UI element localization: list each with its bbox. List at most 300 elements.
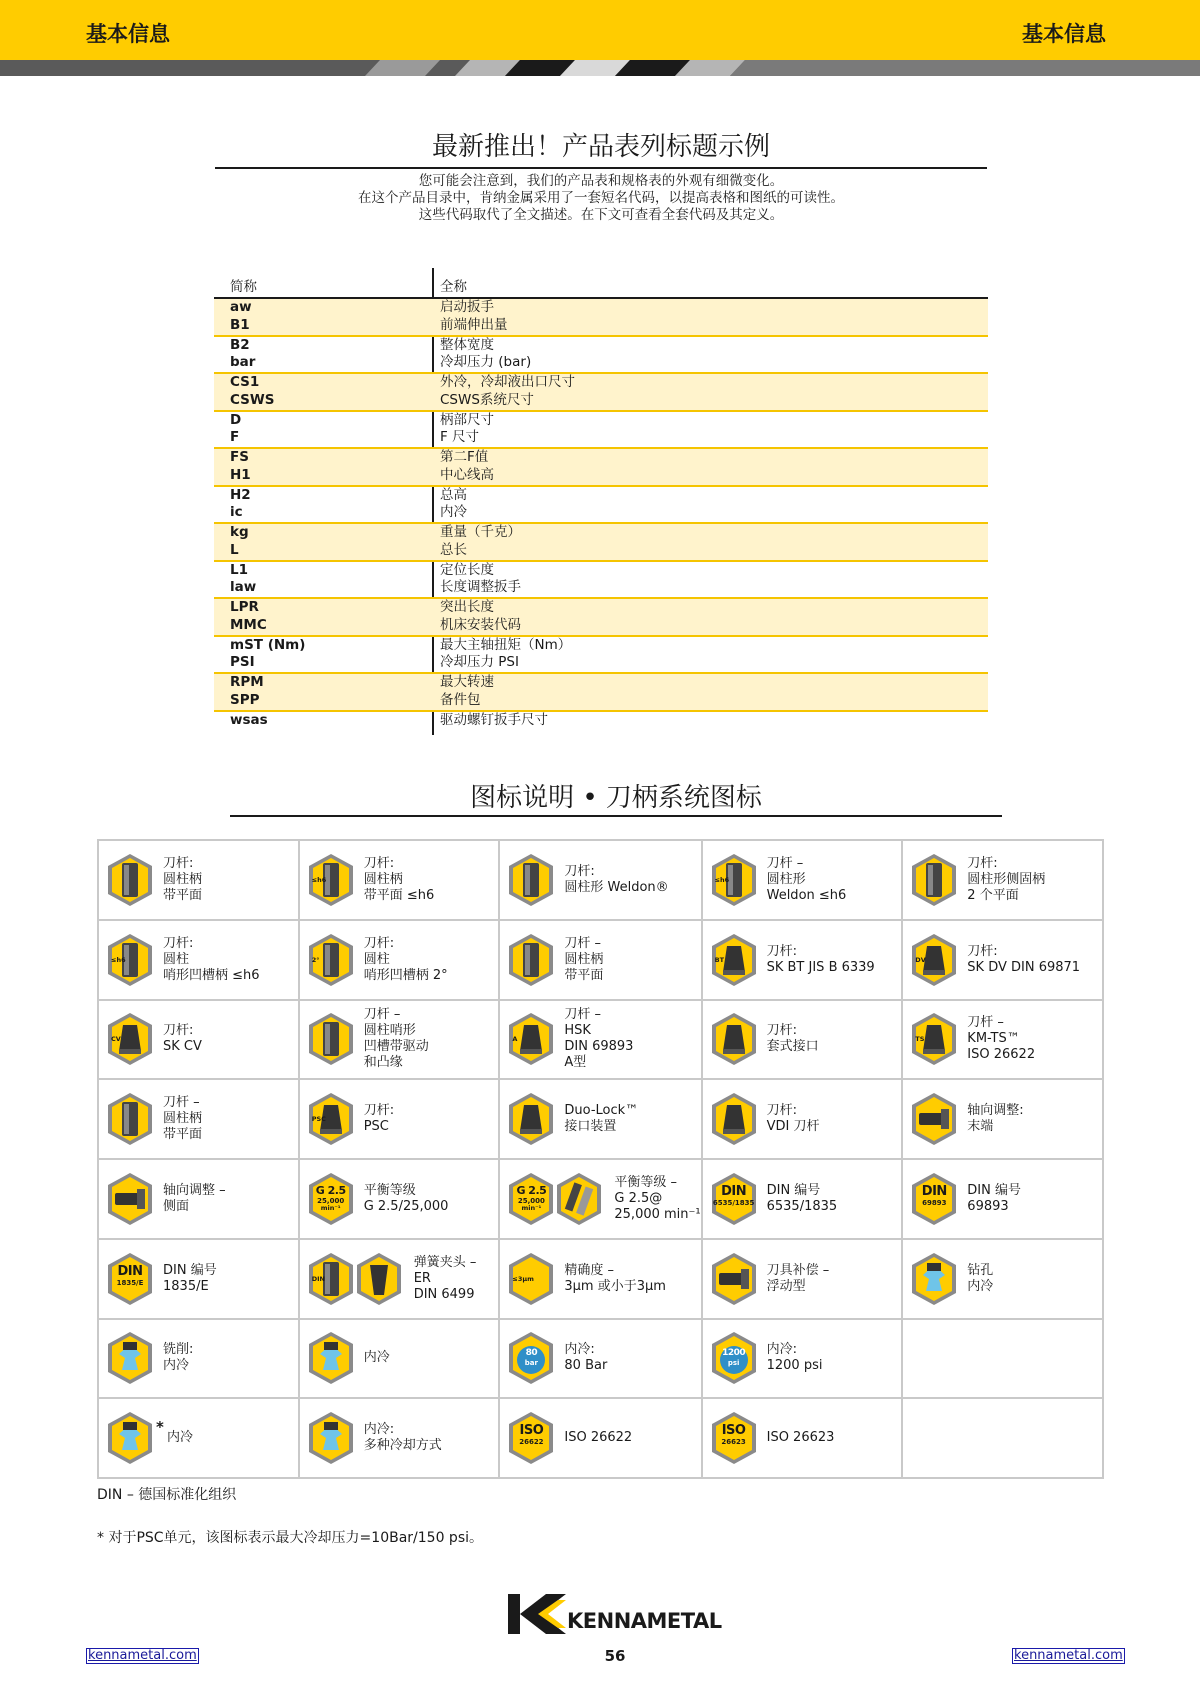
abbr-cell: D xyxy=(230,411,242,428)
table-row xyxy=(214,562,988,580)
badge-main: ISO xyxy=(519,1423,544,1439)
icon-label-line: 刀杆: xyxy=(766,1023,797,1039)
badge-main: 80 xyxy=(525,1348,538,1359)
icon-label-line: 内冷: xyxy=(766,1342,797,1358)
badge-sub: 26622 xyxy=(519,1438,544,1447)
icon-legend-item xyxy=(500,1160,702,1240)
icon-tag: CV xyxy=(111,1035,121,1044)
badge-unit: min⁻¹ xyxy=(521,1203,542,1212)
icon-label-line: 刀杆 – xyxy=(564,1007,602,1023)
icon-label xyxy=(564,864,668,896)
table-row xyxy=(214,524,988,542)
icon-label xyxy=(767,856,847,904)
intro-line: 您可能会注意到，我们的产品表和规格表的外观有细微变化。 xyxy=(418,173,784,189)
icon-label-line: 刀杆: xyxy=(363,1103,395,1119)
header-full: 全称 xyxy=(440,279,467,295)
drill-coolant-icon xyxy=(909,1251,959,1307)
icon-label-line: 凹槽带驱动 xyxy=(363,1039,429,1055)
icon-label-line: 和凸缘 xyxy=(363,1055,403,1071)
table-row-group xyxy=(214,449,988,487)
table-body xyxy=(214,299,988,749)
table-row xyxy=(214,674,988,692)
footer-link-right[interactable]: kennametal.com xyxy=(1014,1648,1123,1663)
full-name-cell: 备件包 xyxy=(440,691,481,708)
icon-badge xyxy=(306,1185,356,1212)
icon-legend-item xyxy=(903,1160,1104,1240)
icon-legend-item xyxy=(903,1001,1104,1081)
header-bar xyxy=(0,0,1200,60)
icon-legend-item xyxy=(500,1080,702,1160)
icon-legend-item xyxy=(903,841,1104,921)
full-name-cell: 外冷，冷却液出口尺寸 xyxy=(440,374,575,390)
icon-label-line: 刀杆: xyxy=(363,935,395,951)
icon-label xyxy=(163,1095,202,1143)
collet-er-icon xyxy=(306,1251,406,1307)
icon-label xyxy=(167,1430,193,1446)
intro-text xyxy=(215,173,987,224)
table-row xyxy=(214,299,988,317)
icon-label-line: A型 xyxy=(564,1055,587,1071)
icon-legend-item xyxy=(99,1399,300,1479)
icon-badge xyxy=(506,1424,556,1446)
table-row xyxy=(214,412,988,430)
abbr-cell: L1 xyxy=(230,561,248,578)
icon-label xyxy=(767,1103,820,1135)
badge-sub: 6535/1835 xyxy=(712,1198,755,1207)
icon-label xyxy=(364,1422,442,1454)
header-abbr: 简称 xyxy=(230,279,257,295)
icon-label-line: DIN 编号 xyxy=(163,1262,217,1278)
mill-coolant-icon xyxy=(105,1330,155,1386)
icon-label-line: 弹簧夹头 – xyxy=(413,1254,477,1270)
logo-wordmark: KENNAMETAL xyxy=(567,1609,722,1633)
full-name-cell: 最大转速 xyxy=(440,674,494,690)
icon-label-line: 内冷 xyxy=(363,1350,390,1366)
icon-label-line: 圆柱形 xyxy=(766,871,806,887)
abbr-cell: B2 xyxy=(230,336,250,353)
icon-legend-item xyxy=(300,921,501,1001)
icon-legend-item xyxy=(99,1160,300,1240)
table-row xyxy=(214,354,988,372)
footnote-asterisk: * xyxy=(156,1418,164,1437)
abbr-cell: ic xyxy=(230,504,243,521)
table-row-group xyxy=(214,487,988,525)
din-1835e-icon xyxy=(105,1251,155,1307)
icon-label xyxy=(364,1350,390,1366)
empty-cell xyxy=(903,1399,1104,1479)
abbr-cell: bar xyxy=(230,354,256,371)
icon-label-line: 25,000 min⁻¹ xyxy=(614,1206,701,1222)
table-row xyxy=(214,504,988,522)
table-row xyxy=(214,692,988,710)
icon-label xyxy=(767,1263,830,1295)
icon-legend-item xyxy=(99,841,300,921)
icon-tag: ≤h6 xyxy=(311,875,327,884)
icon-label-line: 刀杆: xyxy=(163,1023,194,1039)
icon-label-line: 内冷 xyxy=(167,1430,194,1446)
side-lock-shank-icon xyxy=(909,852,959,908)
icon-label-line: 刀具补偿 – xyxy=(766,1262,830,1278)
icon-label-line: ISO 26622 xyxy=(564,1430,633,1446)
icon-label-line: 带平面 xyxy=(163,1127,203,1143)
icon-tag: TS xyxy=(915,1035,925,1044)
icon-legend-item xyxy=(99,1001,300,1081)
icon-label-line: 刀杆 – xyxy=(766,855,804,871)
abbr-cell: CS1 xyxy=(230,374,260,390)
icon-badge xyxy=(709,1349,759,1367)
icon-legend-item xyxy=(300,1160,501,1240)
icon-badge xyxy=(105,1265,155,1287)
sk-bt-icon xyxy=(709,932,759,988)
icon-label xyxy=(767,1023,819,1055)
icon-label-line: 侧面 xyxy=(163,1198,190,1214)
vdi-icon xyxy=(709,1091,759,1147)
icon-label xyxy=(364,936,448,984)
icon-label xyxy=(564,1263,666,1295)
abbr-cell: H2 xyxy=(230,486,251,503)
full-name-cell: 重量（千克） xyxy=(440,524,521,540)
abbr-cell: F xyxy=(230,429,240,446)
icon-legend-item xyxy=(300,1240,501,1320)
icon-label xyxy=(163,856,202,904)
icon-label xyxy=(767,1342,823,1374)
icon-label-line: 刀杆: xyxy=(564,863,595,879)
icon-label-line: DIN 编号 xyxy=(766,1182,821,1198)
icon-label-line: 圆柱形侧固柄 xyxy=(967,871,1046,887)
icon-label-line: 内冷: xyxy=(564,1342,595,1358)
icon-label-line: HSK xyxy=(564,1023,591,1039)
icon-label xyxy=(414,1255,477,1303)
icon-label-line: PSC xyxy=(363,1119,389,1135)
icon-label-line: 80 Bar xyxy=(564,1358,608,1374)
abbr-cell: wsas xyxy=(230,711,268,728)
psc-footnote: * 对于PSC单元，该图标表示最大冷却压力=10Bar/150 psi。 xyxy=(97,1530,483,1546)
icon-label-line: SK DV DIN 69871 xyxy=(967,959,1081,975)
icon-label xyxy=(767,1183,838,1215)
icon-tag: ≤h6 xyxy=(111,955,126,964)
table-row xyxy=(214,654,988,672)
icon-label-line: 内冷 xyxy=(163,1358,190,1374)
duo-lock-icon xyxy=(506,1091,556,1147)
table-row xyxy=(214,542,988,560)
icon-label-line: 刀杆: xyxy=(363,855,395,871)
psc-icon xyxy=(306,1091,356,1147)
icon-label-line: 哨形凹槽柄 2° xyxy=(363,967,448,983)
icon-label xyxy=(163,1183,226,1215)
abbr-cell: RPM xyxy=(230,674,264,690)
icon-label-line: 带平面 xyxy=(163,887,203,903)
badge-main: DIN xyxy=(721,1183,747,1199)
icon-tag: ≤3μm xyxy=(512,1274,534,1283)
din-69893-icon xyxy=(909,1171,959,1227)
icon-label-line: 圆柱哨形 xyxy=(363,1023,416,1039)
icon-label xyxy=(564,936,603,984)
badge-main: DIN xyxy=(921,1183,947,1199)
abbr-cell: PSI xyxy=(230,654,255,671)
abbr-cell: FS xyxy=(230,449,249,465)
full-name-cell: CSWS系统尺寸 xyxy=(440,391,534,408)
table-row xyxy=(214,637,988,655)
weldon-shank-icon xyxy=(506,852,556,908)
icon-legend-item xyxy=(703,1240,904,1320)
din-6535-icon xyxy=(709,1171,759,1227)
icon-tag: PSC xyxy=(311,1115,326,1124)
badge-main: G 2.5 xyxy=(315,1183,346,1197)
table-row-group xyxy=(214,562,988,600)
full-name-cell: 长度调整扳手 xyxy=(440,579,521,596)
icon-label-line: 刀杆 – xyxy=(564,935,602,951)
table-row xyxy=(214,374,988,392)
icon-label-line: DIN 编号 xyxy=(967,1182,1021,1198)
table-row-group xyxy=(214,337,988,375)
table-row xyxy=(214,579,988,597)
badge-main: G 2.5 xyxy=(516,1183,547,1197)
shell-mount-icon xyxy=(709,1011,759,1067)
icon-label xyxy=(564,1430,632,1446)
icon-legend-item xyxy=(703,921,904,1001)
weldon-h6-icon xyxy=(709,852,759,908)
abbr-cell: H1 xyxy=(230,466,251,483)
icon-label xyxy=(163,1263,217,1295)
icon-legend-item xyxy=(703,1160,904,1240)
badge-main: DIN xyxy=(117,1263,143,1279)
full-name-cell: 中心线高 xyxy=(440,466,494,483)
icon-label-line: 钻孔 xyxy=(967,1262,994,1278)
table-row-group xyxy=(214,299,988,337)
icon-label-line: 平衡等级 – xyxy=(614,1174,678,1190)
badge-sub: 25,000 xyxy=(317,1196,345,1205)
title-rule xyxy=(215,167,987,169)
icon-legend-item xyxy=(300,1001,501,1081)
full-name-cell: 冷却压力 PSI xyxy=(440,654,519,671)
icon-label-line: DIN 69893 xyxy=(564,1039,634,1055)
icon-legend-item xyxy=(500,1399,702,1479)
icon-tag: 2° xyxy=(311,955,320,964)
table-row xyxy=(214,617,988,635)
full-name-cell: 第二F值 xyxy=(440,449,489,465)
icon-legend-grid xyxy=(97,839,1104,1479)
intro-line: 在这个产品目录中，肯纳金属采用了一套短名代码，以提高表格和图纸的可读性。 xyxy=(358,190,844,206)
icon-legend-item xyxy=(903,1240,1104,1320)
icon-tag: DV xyxy=(915,955,926,964)
din-note: DIN – 德国标准化组织 xyxy=(97,1487,237,1503)
header-title-right: 基本信息 xyxy=(1022,22,1106,46)
accuracy-icon xyxy=(506,1251,556,1307)
hsk-icon xyxy=(506,1011,556,1067)
table-row xyxy=(214,712,988,730)
abbr-cell: kg xyxy=(230,524,249,540)
table-row xyxy=(214,599,988,617)
coolant-psc-icon xyxy=(105,1410,155,1466)
icon-label xyxy=(364,1103,394,1135)
abbr-cell: MMC xyxy=(230,616,267,633)
icon-label-line: 圆柱形 Weldon® xyxy=(564,879,669,895)
icon-label-line: 刀杆 – xyxy=(967,1015,1004,1031)
badge-sub: 26623 xyxy=(721,1438,746,1447)
badge-main: ISO xyxy=(721,1423,746,1439)
full-name-cell: 总高 xyxy=(440,486,467,503)
icon-legend-item xyxy=(99,1320,300,1400)
icon-legend-item xyxy=(500,841,702,921)
icon-legend-item xyxy=(99,1240,300,1320)
icon-label-line: 圆柱 xyxy=(363,951,390,967)
icon-label-line: KM-TS™ xyxy=(967,1031,1020,1047)
icon-label-line: 末端 xyxy=(967,1119,994,1135)
whistle-notch-h6-icon xyxy=(105,932,155,988)
balance-grade-2-icon xyxy=(506,1171,606,1227)
empty-cell xyxy=(903,1320,1104,1400)
icon-legend-item xyxy=(703,1320,904,1400)
multi-coolant-icon xyxy=(306,1410,356,1466)
intro-line: 这些代码取代了全文描述。在下文可查看全套代码及其定义。 xyxy=(418,207,784,223)
icon-label-line: 带平面 ≤h6 xyxy=(363,887,435,903)
cylindrical-flat-icon xyxy=(506,932,556,988)
table-header xyxy=(214,267,988,299)
icon-label xyxy=(967,1015,1035,1063)
abbr-cell: law xyxy=(230,579,257,596)
icon-legend-item xyxy=(300,1399,501,1479)
abbr-cell: aw xyxy=(230,299,252,315)
icon-tag: A xyxy=(512,1035,518,1044)
icon-label xyxy=(163,936,260,984)
icon-label xyxy=(614,1175,700,1223)
cylindrical-shank-h6-icon xyxy=(306,852,356,908)
balance-grade-icon xyxy=(306,1171,356,1227)
abbr-cell: L xyxy=(230,541,239,558)
icon-label-line: SK CV xyxy=(163,1039,202,1055)
icon-label-line: 1835/E xyxy=(163,1278,209,1294)
icon-label-line: 69893 xyxy=(967,1198,1009,1214)
full-name-cell: 内冷 xyxy=(440,504,467,521)
table-row xyxy=(214,449,988,467)
icon-legend-item xyxy=(99,1080,300,1160)
icon-label xyxy=(163,1342,193,1374)
icon-label-line: DIN 6499 xyxy=(413,1286,475,1302)
icon-label xyxy=(767,944,875,976)
icon-label-line: 内冷 xyxy=(967,1278,994,1294)
coolant-1200psi-icon xyxy=(709,1330,759,1386)
table-row-group xyxy=(214,712,988,750)
icon-label-line: 圆柱柄 xyxy=(163,1111,203,1127)
footer-link-left[interactable]: kennametal.com xyxy=(88,1648,197,1663)
icon-label xyxy=(364,1007,429,1071)
icon-legend-item xyxy=(99,921,300,1001)
icon-legend-item xyxy=(300,841,501,921)
whistle-notch-2deg-icon xyxy=(306,932,356,988)
badge-sub: bar xyxy=(524,1359,538,1368)
table-row-group xyxy=(214,412,988,450)
table-row-group xyxy=(214,374,988,412)
sk-cv-icon xyxy=(105,1011,155,1067)
icon-badge xyxy=(709,1424,759,1446)
icon-label-line: ISO 26623 xyxy=(766,1430,835,1446)
icon-label-line: 多种冷却方式 xyxy=(363,1438,442,1454)
abbreviation-section-title: 最新推出！产品表列标题示例 xyxy=(431,132,770,162)
icon-label xyxy=(364,1183,449,1215)
table-row xyxy=(214,317,988,335)
badge-unit: min⁻¹ xyxy=(320,1203,341,1212)
badge-sub: 1835/E xyxy=(116,1278,144,1287)
icon-label-line: G 2.5@ xyxy=(614,1190,663,1206)
icon-label xyxy=(967,1103,1023,1135)
table-row xyxy=(214,467,988,485)
title-rule xyxy=(230,815,1002,817)
full-name-cell: F 尺寸 xyxy=(440,429,480,446)
icon-label-line: Weldon ≤h6 xyxy=(766,887,847,903)
table-row-group xyxy=(214,524,988,562)
icon-label-line: 平衡等级 xyxy=(363,1182,416,1198)
table-row-group xyxy=(214,674,988,712)
icon-label-line: 精确度 – xyxy=(564,1262,615,1278)
full-name-cell: 机床安装代码 xyxy=(440,616,521,633)
icon-label-line: 刀杆: xyxy=(766,1103,797,1119)
icon-legend-item xyxy=(500,1320,702,1400)
icon-label xyxy=(163,1023,202,1055)
icon-label-line: 刀杆: xyxy=(163,855,194,871)
coolant-icon xyxy=(306,1330,356,1386)
icon-label xyxy=(564,1103,638,1135)
full-name-cell: 冷却压力 (bar) xyxy=(440,354,532,371)
coolant-80bar-icon xyxy=(506,1330,556,1386)
header-title-left: 基本信息 xyxy=(86,22,170,46)
icon-badge xyxy=(506,1185,556,1212)
icon-label-line: 浮动型 xyxy=(766,1278,806,1294)
whistle-notch-flange-icon xyxy=(306,1011,356,1067)
abbreviation-table xyxy=(214,267,988,749)
abbr-cell: mST (Nm) xyxy=(230,636,306,653)
iso-26623-icon xyxy=(709,1410,759,1466)
icon-legend-item xyxy=(300,1080,501,1160)
full-name-cell: 前端伸出量 xyxy=(440,316,508,333)
icon-label-line: G 2.5/25,000 xyxy=(363,1198,449,1214)
km-ts-icon xyxy=(909,1011,959,1067)
icon-tag: BT xyxy=(714,955,724,964)
icon-label xyxy=(364,856,435,904)
icon-label-line: 铣削: xyxy=(163,1342,194,1358)
full-name-cell: 定位长度 xyxy=(440,561,494,578)
icon-tag: DIN xyxy=(311,1274,325,1283)
badge-sub: psi xyxy=(727,1359,740,1368)
full-name-cell: 柄部尺寸 xyxy=(440,411,494,428)
icon-legend-item xyxy=(903,921,1104,1001)
icon-label-line: 3μm 或小于3μm xyxy=(564,1278,666,1294)
icon-label-line: 6535/1835 xyxy=(766,1198,838,1214)
badge-sub: 69893 xyxy=(922,1198,947,1207)
icon-legend-item xyxy=(903,1080,1104,1160)
icon-label-line: 轴向调整: xyxy=(967,1103,1024,1119)
badge-sub: 25,000 xyxy=(517,1196,545,1205)
icon-label xyxy=(967,944,1080,976)
badge-main: 1200 xyxy=(722,1348,746,1359)
icon-label-line: 1200 psi xyxy=(766,1358,823,1374)
icon-label-line: 圆柱柄 xyxy=(363,871,403,887)
icon-badge xyxy=(709,1185,759,1207)
abbr-cell: B1 xyxy=(230,316,250,333)
full-name-cell: 最大主轴扭矩（Nm） xyxy=(440,636,572,653)
icon-label-line: 刀杆: xyxy=(967,855,998,871)
icon-label xyxy=(564,1342,607,1374)
page-number: 56 xyxy=(604,1647,626,1665)
icon-legend-item xyxy=(703,1080,904,1160)
cylindrical-flat-2-icon xyxy=(105,1091,155,1147)
icon-section-title: 图标说明 • 刀柄系统图标 xyxy=(470,783,762,813)
table-row-group xyxy=(214,637,988,675)
abbr-cell: SPP xyxy=(230,691,260,708)
icon-label-line: 带平面 xyxy=(564,967,604,983)
icon-label-line: ISO 26622 xyxy=(967,1047,1036,1063)
table-row-group xyxy=(214,599,988,637)
icon-legend-item xyxy=(500,1001,702,1081)
